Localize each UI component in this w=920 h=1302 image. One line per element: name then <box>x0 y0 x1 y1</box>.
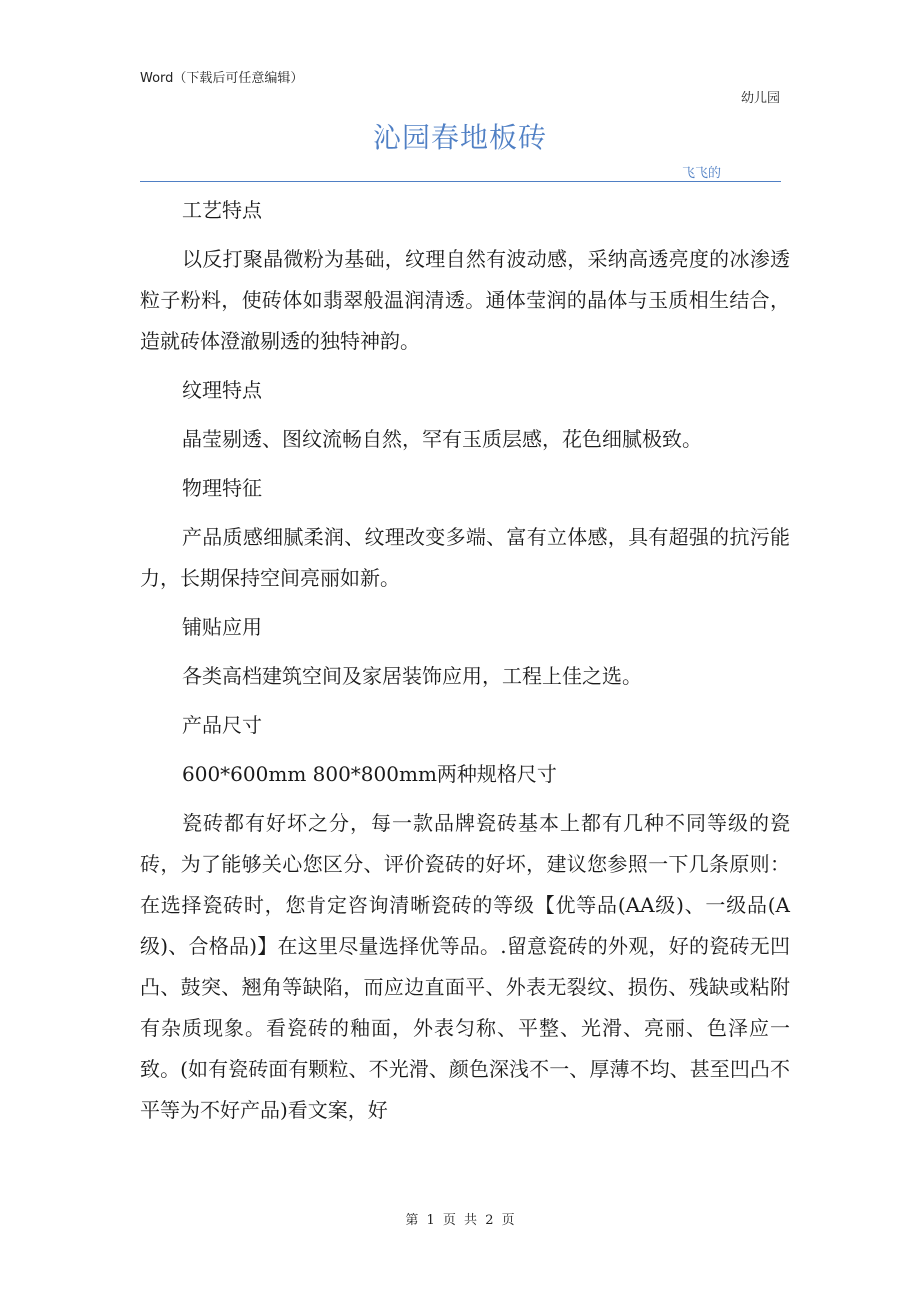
header-note: Word（下载后可任意编辑） <box>140 71 304 86</box>
section-heading-craft: 工艺特点 <box>182 198 262 222</box>
section-heading-application: 铺贴应用 <box>182 615 262 639</box>
document-body <box>140 190 790 1131</box>
section-heading-texture: 纹理特点 <box>182 378 262 402</box>
title-divider <box>140 181 781 182</box>
paragraph-physical: 产品质感细腻柔润、纹理改变多端、富有立体感，具有超强的抗污能力，长期保持空间亮丽如新。 <box>140 525 790 590</box>
paragraph-craft: 以反打聚晶微粉为基础，纹理自然有波动感，采纳高透亮度的冰渗透粒子粉料，使砖体如翡翠般温润清透。通体莹润的晶体与玉质相生结合，造就砖体澄澈剔透的独特神韵。 <box>140 247 790 353</box>
author-name: 飞飞的 <box>682 166 722 181</box>
page-number-footer: 第 1 页 共 2 页 <box>405 1213 515 1228</box>
paragraph-application: 各类高档建筑空间及家居装饰应用，工程上佳之选。 <box>182 664 642 688</box>
section-heading-size: 产品尺寸 <box>182 713 262 737</box>
section-heading-physical: 物理特征 <box>182 476 262 500</box>
paragraph-quality-guide: 瓷砖都有好坏之分，每一款品牌瓷砖基本上都有几种不同等级的瓷砖，为了能够关心您区分、评价瓷砖的好坏，建议您参照一下几条原则：在选择瓷砖时，您肯定咨询清晰瓷砖的等级【优等品(AA级)、一级品(A级)、合格品)】在这里尽量选择优等品。.留意瓷砖的外观，好的瓷砖无凹凸、鼓突、翘角等缺陷，而应边直面平、外表无裂纹、损伤、残缺或粘附有杂质现象。看瓷砖的釉面，外表匀称、平整、光滑、亮丽、色泽应一致。(如有瓷砖面有颗粒、不光滑、颜色深浅不一、厚薄不均、甚至凹凸不平等为不好产品)看文案，好 <box>140 811 790 1122</box>
paragraph-size: 600*600mm 800*800mm两种规格尺寸 <box>182 762 557 786</box>
header-category: 幼儿园 <box>740 91 780 106</box>
document-title: 沁园春地板砖 <box>372 121 547 154</box>
paragraph-texture: 晶莹剔透、图纹流畅自然，罕有玉质层感，花色细腻极致。 <box>182 427 702 451</box>
